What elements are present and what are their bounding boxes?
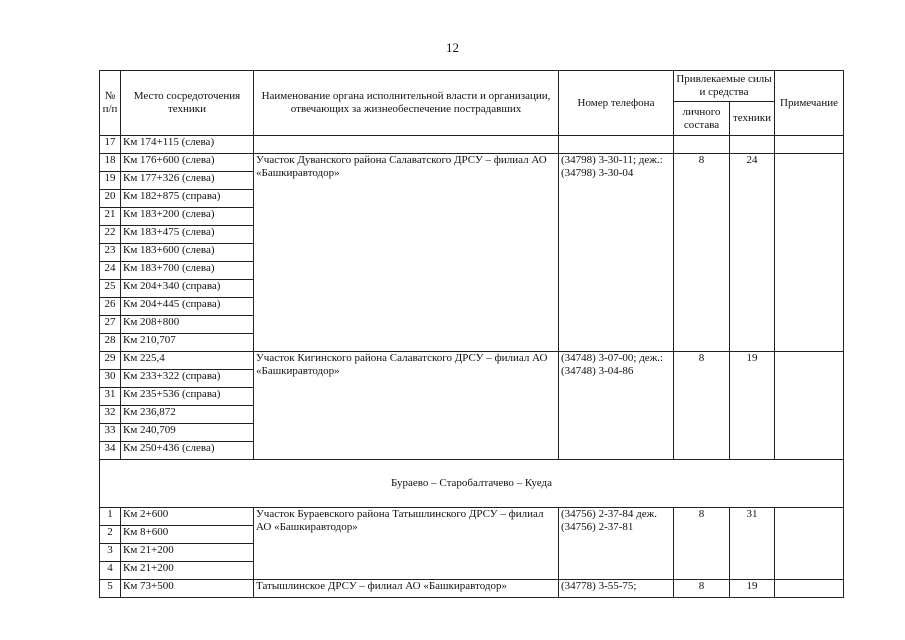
- row-location: Км 225,4: [121, 352, 254, 370]
- section-title: Бураево – Старобалтачево – Куеда: [100, 460, 844, 508]
- note-cell: [775, 352, 844, 460]
- note-cell: [775, 508, 844, 580]
- row-number: 2: [100, 526, 121, 544]
- section-heading-row: [100, 460, 844, 508]
- note-cell: [775, 580, 844, 598]
- page-number: 12: [446, 40, 459, 55]
- organization-cell: Татышлинское ДРСУ – филиал АО «Башкиравтодор»: [254, 580, 559, 598]
- row-number: 34: [100, 442, 121, 460]
- row-location: Км 235+536 (справа): [121, 388, 254, 406]
- row-number: 28: [100, 334, 121, 352]
- row-location: Км 174+115 (слева): [121, 136, 254, 154]
- row-number: 20: [100, 190, 121, 208]
- row-number: 30: [100, 370, 121, 388]
- phone-cell: (34756) 2-37-84 деж. (34756) 2-37-81: [559, 508, 674, 580]
- equipment-cell: 19: [730, 352, 775, 460]
- row-number: 29: [100, 352, 121, 370]
- header-num: № п/п: [100, 71, 121, 136]
- row-number: 26: [100, 298, 121, 316]
- equipment-cell: 31: [730, 508, 775, 580]
- row-location: Км 182+875 (справа): [121, 190, 254, 208]
- header-resources: Привлекаемые силы и средства: [674, 71, 775, 102]
- row-location: Км 204+445 (справа): [121, 298, 254, 316]
- row-number: 18: [100, 154, 121, 172]
- phone-cell: (34778) 3-55-75;: [559, 580, 674, 598]
- technique-table: [99, 70, 844, 598]
- table-row: [100, 136, 844, 154]
- header-phone: Номер телефона: [559, 71, 674, 136]
- personnel-cell: 8: [674, 508, 730, 580]
- table-row: [100, 508, 844, 526]
- organization-cell: Участок Бураевского района Татышлинского ДРСУ – филиал АО «Башкиравтодор»: [254, 508, 559, 580]
- row-number: 5: [100, 580, 121, 598]
- row-number: 27: [100, 316, 121, 334]
- row-location: Км 204+340 (справа): [121, 280, 254, 298]
- row-number: 3: [100, 544, 121, 562]
- row-location: Км 240,709: [121, 424, 254, 442]
- row-location: Км 183+475 (слева): [121, 226, 254, 244]
- row-number: 25: [100, 280, 121, 298]
- row-number: 19: [100, 172, 121, 190]
- equipment-cell: 24: [730, 154, 775, 352]
- row-location: Км 183+700 (слева): [121, 262, 254, 280]
- note-cell: [775, 136, 844, 154]
- row-location: Км 176+600 (слева): [121, 154, 254, 172]
- header-organization: Наименование органа исполнительной власти и организации, отвечающих за жизнеобеспечение пострадавших: [254, 71, 559, 136]
- table-row: [100, 580, 844, 598]
- row-number: 17: [100, 136, 121, 154]
- equipment-cell: [730, 136, 775, 154]
- row-location: Км 233+322 (справа): [121, 370, 254, 388]
- organization-cell: Участок Дуванского района Салаватского ДРСУ – филиал АО «Башкиравтодор»: [254, 154, 559, 352]
- row-location: Км 73+500: [121, 580, 254, 598]
- row-location: Км 21+200: [121, 562, 254, 580]
- row-number: 4: [100, 562, 121, 580]
- organization-cell: [254, 136, 559, 154]
- row-number: 24: [100, 262, 121, 280]
- row-location: Км 21+200: [121, 544, 254, 562]
- row-location: Км 183+200 (слева): [121, 208, 254, 226]
- header-personnel: личного состава: [674, 102, 730, 136]
- header-note: Примечание: [775, 71, 844, 136]
- row-number: 33: [100, 424, 121, 442]
- row-number: 32: [100, 406, 121, 424]
- row-location: Км 208+800: [121, 316, 254, 334]
- row-number: 21: [100, 208, 121, 226]
- row-number: 31: [100, 388, 121, 406]
- equipment-cell: 19: [730, 580, 775, 598]
- row-location: Км 210,707: [121, 334, 254, 352]
- personnel-cell: 8: [674, 580, 730, 598]
- row-number: 22: [100, 226, 121, 244]
- note-cell: [775, 154, 844, 352]
- row-location: Км 250+436 (слева): [121, 442, 254, 460]
- table-row: [100, 154, 844, 172]
- header-location: Место сосредоточения техники: [121, 71, 254, 136]
- row-number: 23: [100, 244, 121, 262]
- row-location: Км 2+600: [121, 508, 254, 526]
- phone-cell: (34748) 3-07-00; деж.: (34748) 3-04-86: [559, 352, 674, 460]
- row-location: Км 8+600: [121, 526, 254, 544]
- personnel-cell: 8: [674, 154, 730, 352]
- row-location: Км 177+326 (слева): [121, 172, 254, 190]
- header-equipment: техники: [730, 102, 775, 136]
- header-row-top: [100, 71, 844, 102]
- phone-cell: (34798) 3-30-11; деж.: (34798) 3-30-04: [559, 154, 674, 352]
- personnel-cell: 8: [674, 352, 730, 460]
- row-location: Км 236,872: [121, 406, 254, 424]
- row-number: 1: [100, 508, 121, 526]
- table-row: [100, 352, 844, 370]
- organization-cell: Участок Кигинского района Салаватского ДРСУ – филиал АО «Башкиравтодор»: [254, 352, 559, 460]
- phone-cell: [559, 136, 674, 154]
- row-location: Км 183+600 (слева): [121, 244, 254, 262]
- personnel-cell: [674, 136, 730, 154]
